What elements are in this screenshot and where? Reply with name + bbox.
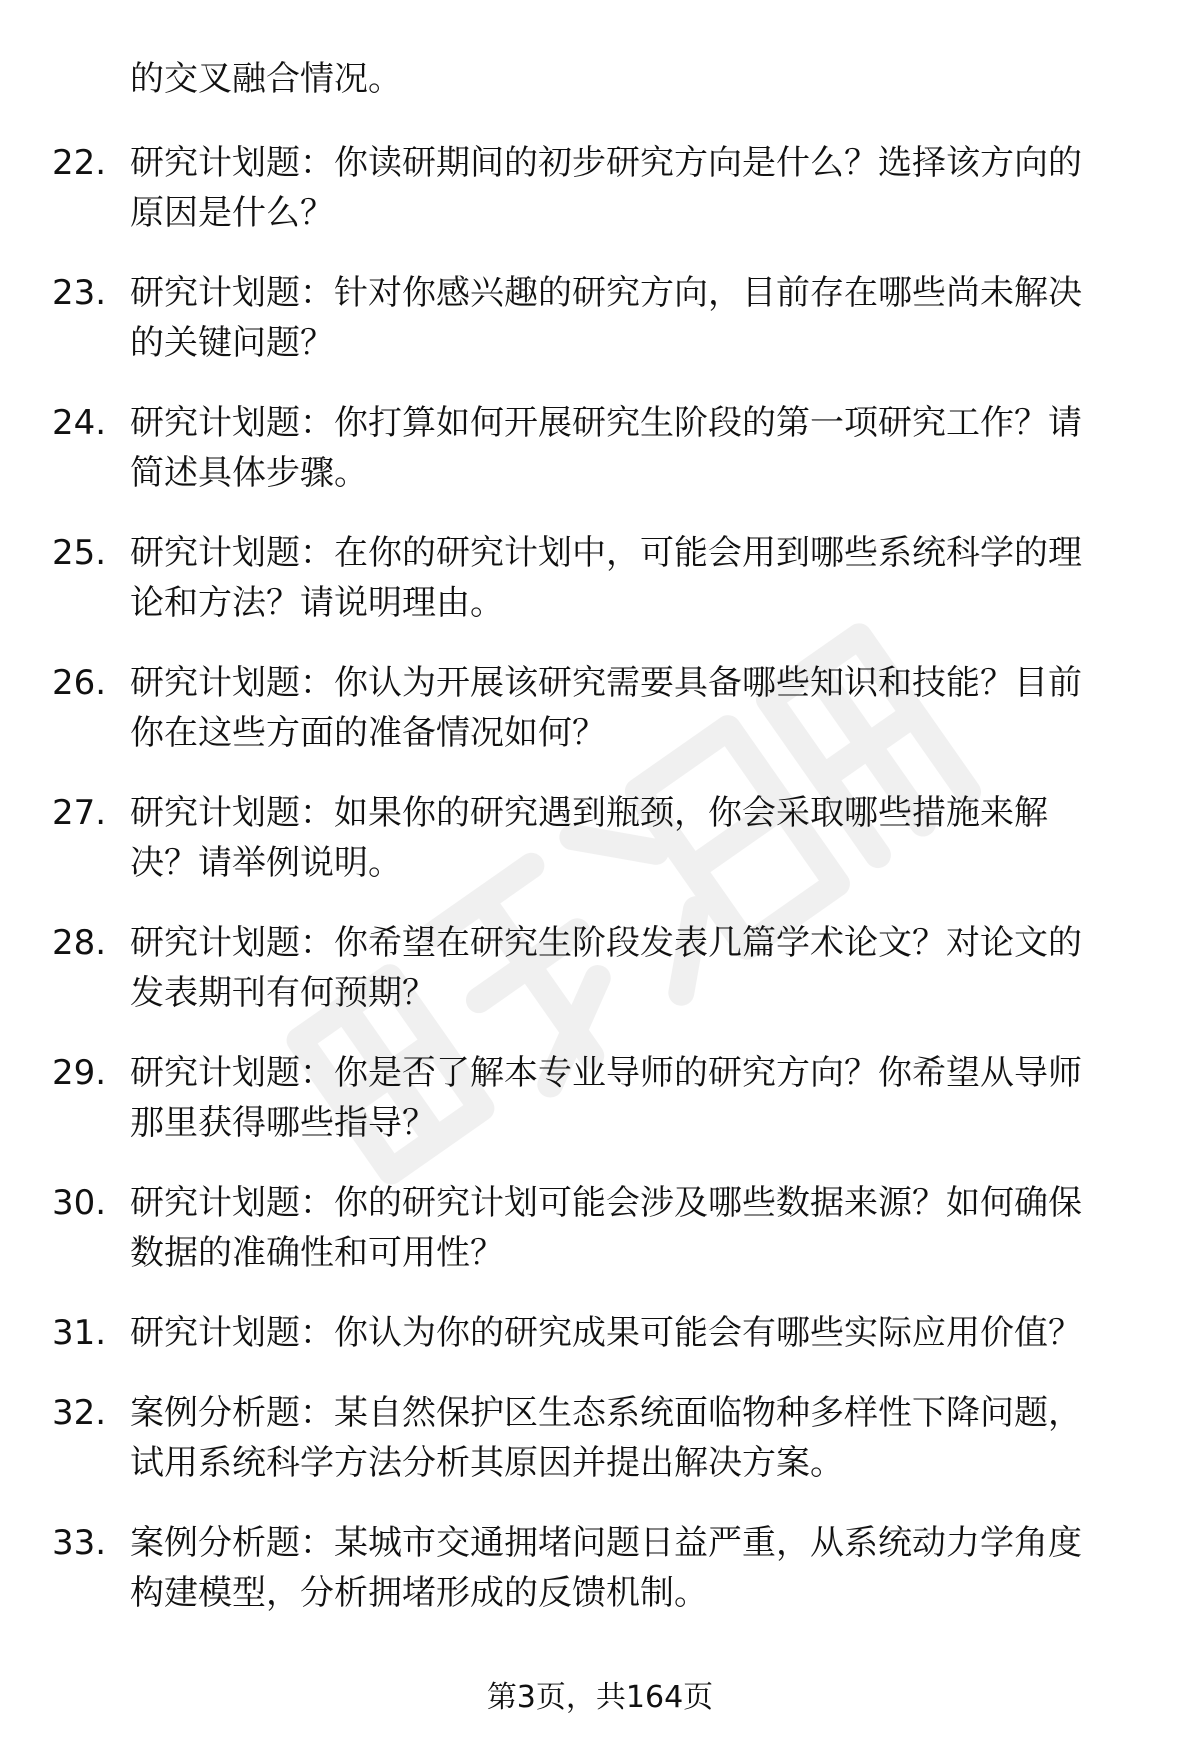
question-text-line: 那里获得哪些指导？ [130, 1103, 436, 1143]
question-text-line: 研究计划题：你希望在研究生阶段发表几篇学术论文？对论文的 [130, 923, 1082, 963]
question-text-line: 发表期刊有何预期？ [130, 973, 436, 1013]
question-text-line: 原因是什么？ [130, 193, 334, 233]
question-text-line: 研究计划题：你认为开展该研究需要具备哪些知识和技能？目前 [130, 663, 1082, 703]
question-number: 27. [52, 793, 107, 833]
page-footer: 第3页，共164页 [486, 1680, 714, 1715]
question-text-line: 研究计划题：你认为你的研究成果可能会有哪些实际应用价值？ [130, 1313, 1082, 1353]
question-number: 26. [52, 663, 107, 703]
question-text-line: 研究计划题：在你的研究计划中，可能会用到哪些系统科学的理 [130, 533, 1082, 573]
question-text-line: 构建模型，分析拥堵形成的反馈机制。 [130, 1573, 708, 1613]
question-text [130, 788, 1140, 888]
question-text [130, 1308, 1140, 1358]
list-item [0, 1178, 1200, 1278]
list-item [0, 268, 1200, 368]
question-number: 33. [52, 1523, 107, 1563]
list-item [0, 788, 1200, 888]
question-text-line: 案例分析题：某城市交通拥堵问题日益严重，从系统动力学角度 [130, 1523, 1082, 1563]
question-text [130, 398, 1140, 498]
question-text-line: 研究计划题：针对你感兴趣的研究方向，目前存在哪些尚未解决 [130, 273, 1082, 313]
question-text-line: 研究计划题：你读研期间的初步研究方向是什么？选择该方向的 [130, 143, 1082, 183]
question-text [130, 528, 1140, 628]
list-item [0, 1518, 1200, 1618]
question-text [130, 918, 1140, 1018]
continuation-text: 的交叉融合情况。 [130, 59, 402, 99]
question-text [130, 1178, 1140, 1278]
question-text-line: 论和方法？请说明理由。 [130, 583, 504, 623]
list-item [0, 398, 1200, 498]
list-item [0, 658, 1200, 758]
list-item [0, 528, 1200, 628]
question-text-line: 研究计划题：你打算如何开展研究生阶段的第一项研究工作？请 [130, 403, 1082, 443]
question-text [130, 1518, 1140, 1618]
list-item [0, 1388, 1200, 1488]
question-text-line: 决？请举例说明。 [130, 843, 402, 883]
question-text [130, 268, 1140, 368]
list-item [0, 918, 1200, 1018]
question-number: 23. [52, 273, 107, 313]
question-text [130, 1388, 1140, 1488]
question-number: 30. [52, 1183, 107, 1223]
question-text-line: 数据的准确性和可用性？ [130, 1233, 504, 1273]
question-text-line: 研究计划题：你是否了解本专业导师的研究方向？你希望从导师 [130, 1053, 1082, 1093]
question-text [130, 1048, 1140, 1148]
question-text [130, 658, 1140, 758]
question-text-line: 简述具体步骤。 [130, 453, 368, 493]
question-number: 28. [52, 923, 107, 963]
question-text [130, 138, 1140, 238]
question-text-line: 案例分析题：某自然保护区生态系统面临物种多样性下降问题， [130, 1393, 1082, 1433]
question-number: 29. [52, 1053, 107, 1093]
question-text-line: 研究计划题：如果你的研究遇到瓶颈，你会采取哪些措施来解 [130, 793, 1048, 833]
question-list [0, 138, 1200, 1648]
question-text-line: 你在这些方面的准备情况如何？ [130, 713, 606, 753]
question-number: 32. [52, 1393, 107, 1433]
question-text-line: 的关键问题？ [130, 323, 334, 363]
question-text-line: 试用系统科学方法分析其原因并提出解决方案。 [130, 1443, 844, 1483]
list-item [0, 1048, 1200, 1148]
question-number: 24. [52, 403, 107, 443]
question-number: 22. [52, 143, 107, 183]
question-number: 31. [52, 1313, 107, 1353]
list-item [0, 138, 1200, 238]
question-number: 25. [52, 533, 107, 573]
list-item [0, 1308, 1200, 1358]
question-text-line: 研究计划题：你的研究计划可能会涉及哪些数据来源？如何确保 [130, 1183, 1082, 1223]
